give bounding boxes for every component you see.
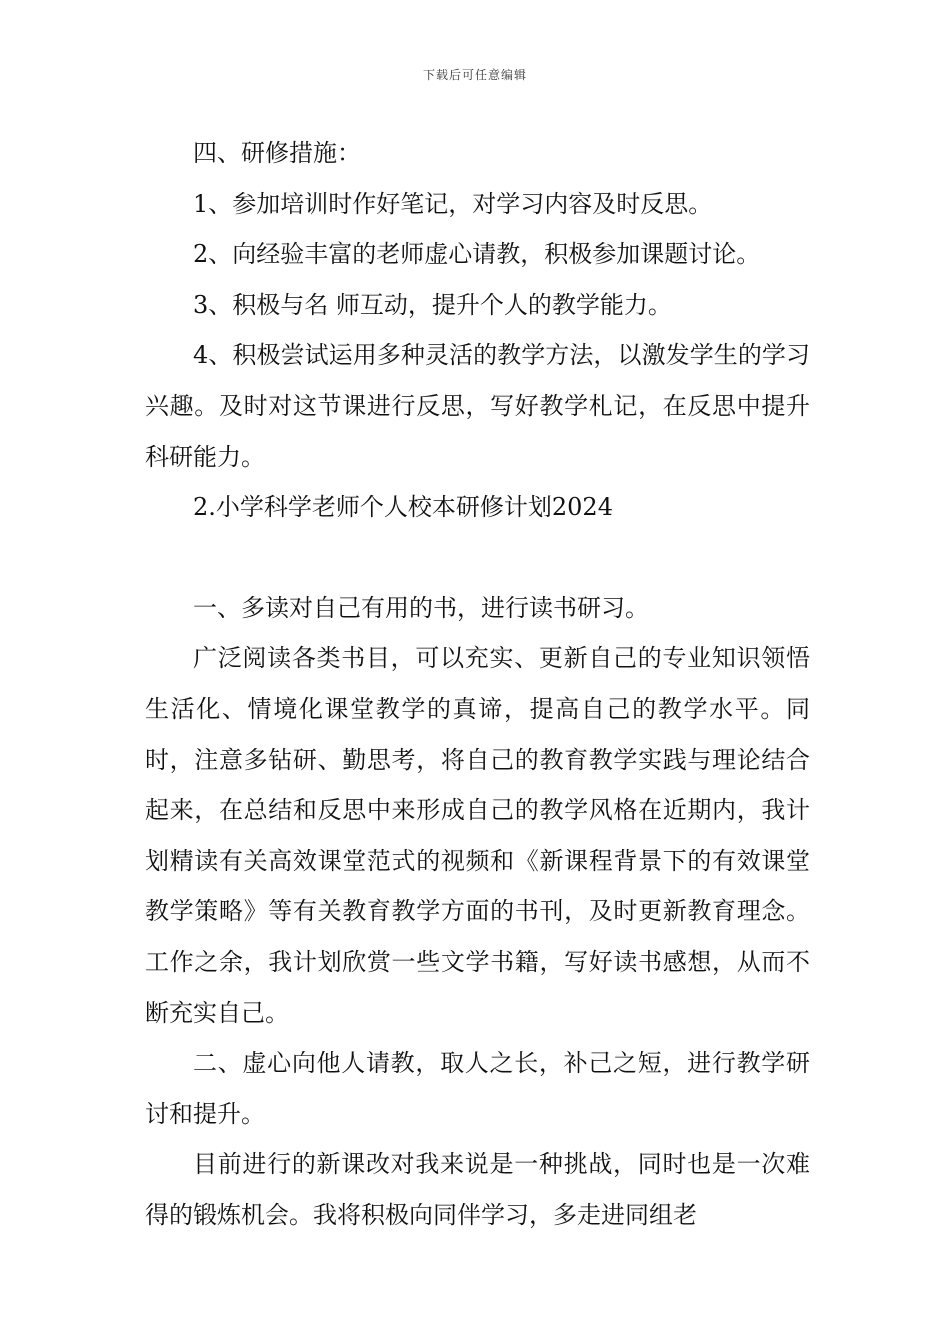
blank-line <box>145 533 810 583</box>
paragraph-learning-body: 目前进行的新课改对我来说是一种挑战，同时也是一次难得的锻炼机会。我将积极向同伴学习，多走进同组老 <box>145 1150 810 1229</box>
paragraph-reading-heading: 一、多读对自己有用的书，进行读书研习。 <box>193 593 649 622</box>
document-body <box>145 128 810 1240</box>
header-note: 下载后可任意编辑 <box>422 68 527 82</box>
paragraph-reading-body: 广泛阅读各类书目，可以充实、更新自己的专业知识领悟生活化、情境化课堂教学的真谛，提高自己的教学水平。同时，注意多钻研、勤思考，将自己的教育教学实践与理论结合起来，在总结和反思中来形成自己的教学风格在近期内，我计划精读有关高效课堂范式的视频和《新课程背景下的有效课堂教学策略》等有关教育教学方面的书刊，及时更新教育理念。工作之余，我计划欣赏一些文学书籍，写好读书感想，从而不断充实自己。 <box>145 644 810 1027</box>
paragraph-measure-2: 2、向经验丰富的老师虚心请教，积极参加课题讨论。 <box>193 240 761 269</box>
paragraph-learning-heading: 二、虚心向他人请教，取人之长，补己之短，进行教学研讨和提升。 <box>145 1049 810 1128</box>
section-title: 2.小学科学老师个人校本研修计划2024 <box>193 493 613 522</box>
paragraph-measure-3: 3、积极与名 师互动，提升个人的教学能力。 <box>193 290 672 319</box>
paragraph-measures-heading: 四、研修措施： <box>193 139 361 167</box>
paragraph-measure-1: 1、参加培训时作好笔记，对学习内容及时反思。 <box>193 189 713 218</box>
paragraph-measure-4: 4、积极尝试运用多种灵活的教学方法，以激发学生的学习兴趣。及时对这节课进行反思，写好教学札记，在反思中提升科研能力。 <box>145 341 810 471</box>
